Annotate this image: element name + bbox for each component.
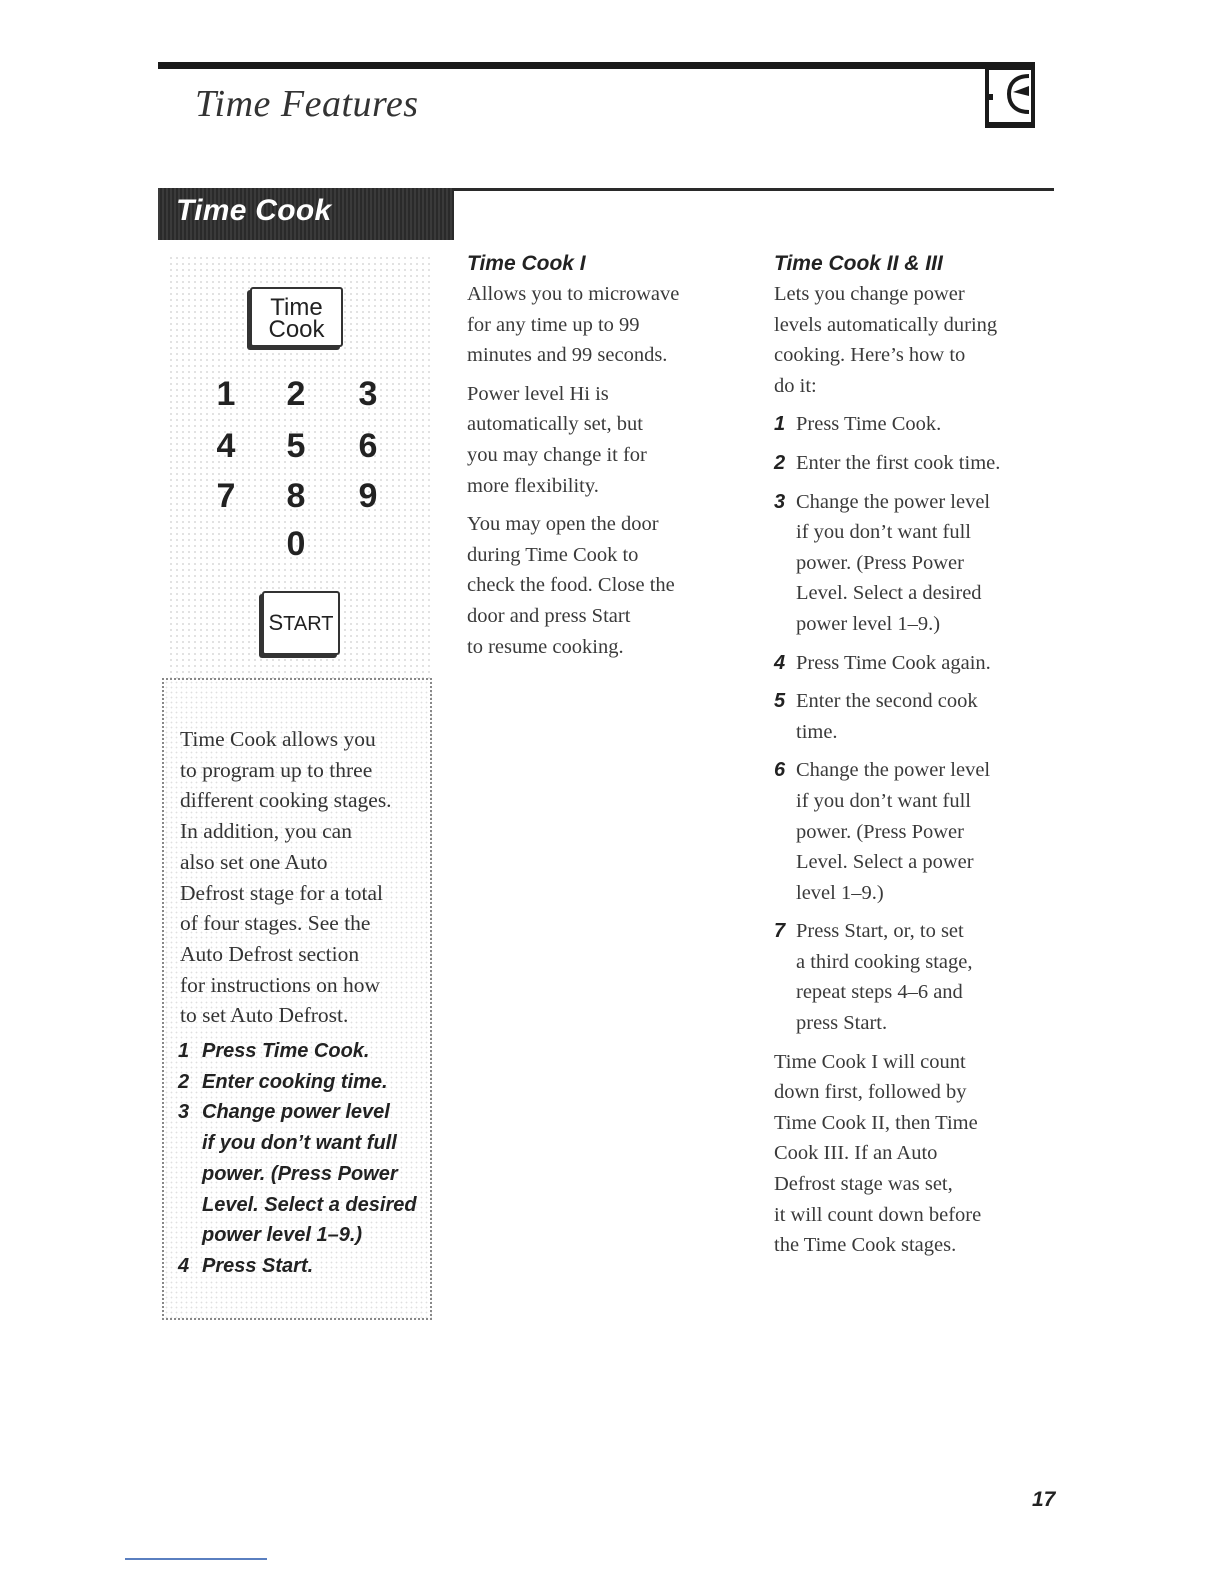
section-tab-label: Time Cook (176, 194, 332, 227)
digit-key: 0 (286, 525, 306, 563)
info-text-line: of four stages. See the (180, 911, 371, 936)
sidebar-step (178, 1067, 428, 1098)
step-line: time. (796, 720, 838, 743)
step (774, 916, 1059, 1038)
text-line: minutes and 99 seconds. (467, 344, 668, 367)
step-line: Level. Select a desired (796, 582, 982, 605)
step-line: Change power level (202, 1101, 390, 1124)
step-line: Change the power level (796, 490, 991, 513)
step (774, 409, 1059, 440)
digit-key: 8 (286, 477, 306, 515)
paragraph (467, 379, 747, 501)
text-line: check the food. Close the (467, 574, 675, 597)
digit-key: 2 (286, 375, 306, 413)
info-text-line: In addition, you can (180, 819, 352, 844)
step-line: level 1–9.) (796, 881, 884, 904)
step-line: Press Start, or, to set (796, 920, 964, 943)
keypad-illustration (168, 255, 434, 680)
step-line: power. (Press Power (796, 551, 964, 574)
digit-key: 3 (358, 375, 378, 413)
text-line: more flexibility. (467, 474, 599, 497)
text-line: door and press Start (467, 604, 631, 627)
paragraph (774, 279, 1059, 401)
microwave-icon (985, 62, 1035, 128)
time-cook-key-line-2: Cook (268, 316, 325, 343)
text-line: you may change it for (467, 443, 647, 466)
step-number: 2 (178, 1070, 190, 1093)
digit-key: 4 (216, 427, 236, 465)
info-text-line: Defrost stage for a total (180, 880, 383, 905)
column-time-cook-2-3 (774, 249, 1059, 1269)
text-line: cooking. Here’s how to (774, 344, 966, 367)
text-line: automatically set, but (467, 413, 643, 436)
step-line: Press Start. (202, 1254, 314, 1277)
column-heading: Time Cook I (467, 252, 586, 275)
text-line: Allows you to microwave (467, 283, 680, 305)
paragraph (467, 509, 747, 662)
column-heading: Time Cook II & III (774, 252, 943, 275)
step-line: repeat steps 4–6 and (796, 981, 963, 1004)
text-line: You may open the door (467, 513, 659, 536)
time-cook-key-line-1: Time (270, 294, 323, 321)
digit-key: 7 (216, 477, 236, 515)
step-line: power. (Press Power (202, 1162, 398, 1185)
step-number: 4 (178, 1254, 190, 1277)
sidebar-step (178, 1251, 428, 1282)
step-line: press Start. (796, 1012, 888, 1035)
step-number: 1 (178, 1040, 190, 1062)
paragraph (467, 279, 747, 371)
text-line: Cook III. If an Auto (774, 1142, 938, 1165)
step-number: 6 (774, 759, 786, 782)
step (774, 686, 1059, 747)
step-line: Level. Select a power (796, 851, 974, 874)
page-number: 17 (1032, 1488, 1056, 1511)
step-number: 7 (774, 920, 786, 943)
step-line: Enter the first cook time. (796, 451, 1001, 474)
text-line: during Time Cook to (467, 543, 639, 566)
step-line: Change the power level (796, 759, 991, 782)
info-text-line: also set one Auto (180, 849, 328, 874)
top-rule (158, 62, 1034, 69)
text-line: Power level Hi is (467, 382, 609, 405)
time-cook-key (250, 287, 343, 347)
step-number: 3 (774, 490, 786, 513)
digit-key: 6 (358, 427, 378, 465)
step (774, 487, 1059, 640)
info-text-line: to set Auto Defrost. (180, 1003, 349, 1028)
text-line: it will count down before (774, 1203, 982, 1226)
text-line: for any time up to 99 (467, 313, 640, 336)
digit-key: 1 (216, 375, 236, 413)
info-text-line: for instructions on how (180, 972, 381, 997)
step-number: 2 (774, 451, 786, 474)
text-line: Defrost stage was set, (774, 1173, 953, 1196)
step-number: 3 (178, 1101, 190, 1124)
step-number: 1 (774, 413, 786, 436)
start-key-rest: TART (283, 613, 334, 635)
digit-key: 9 (358, 477, 378, 515)
text-line: Lets you change power (774, 283, 965, 305)
sidebar-step (178, 1036, 428, 1067)
step-line: if you don’t want full (796, 789, 971, 812)
step-line: power level 1–9.) (796, 612, 941, 635)
info-text-line: to program up to three (180, 757, 373, 782)
step-line: power level 1–9.) (202, 1224, 363, 1247)
step-number: 4 (774, 651, 786, 674)
step-line: Press Time Cook. (202, 1040, 370, 1062)
section-tab (158, 188, 454, 240)
step-line: Press Time Cook again. (796, 651, 991, 674)
text-line: to resume cooking. (467, 635, 624, 658)
steps-list (774, 409, 1059, 1038)
sidebar-steps (178, 1036, 428, 1282)
start-key (262, 591, 340, 655)
info-text-line: different cooking stages. (180, 788, 392, 813)
step (774, 448, 1059, 479)
info-text (180, 724, 420, 1031)
page-title: Time Features (195, 83, 419, 125)
step (774, 648, 1059, 679)
step-line: if you don’t want full (202, 1132, 397, 1155)
step-line: Enter the second cook (796, 690, 978, 713)
step-line: Enter cooking time. (202, 1070, 388, 1093)
text-line: do it: (774, 374, 817, 397)
info-sidebar (162, 678, 432, 1320)
text-line: the Time Cook stages. (774, 1234, 957, 1257)
text-line: levels automatically during (774, 313, 998, 336)
step-line: power. (Press Power (796, 820, 964, 843)
paragraph (774, 1047, 1059, 1261)
digit-key: 5 (286, 427, 306, 465)
info-text-line: Time Cook allows you (180, 727, 376, 751)
step-line: if you don’t want full (796, 521, 971, 544)
step-line: Level. Select a desired (202, 1193, 417, 1216)
text-line: down first, followed by (774, 1081, 967, 1104)
sidebar-step (178, 1097, 428, 1251)
bottom-line (125, 1558, 267, 1560)
text-line: Time Cook II, then Time (774, 1111, 978, 1134)
step-line: Press Time Cook. (796, 413, 942, 436)
step-number: 5 (774, 690, 786, 713)
step (774, 755, 1059, 908)
start-key-initial: S (268, 610, 284, 635)
column-time-cook-1 (467, 249, 747, 670)
text-line: Time Cook I will count (774, 1050, 966, 1073)
info-text-line: Auto Defrost section (180, 941, 360, 966)
step-line: a third cooking stage, (796, 950, 973, 973)
